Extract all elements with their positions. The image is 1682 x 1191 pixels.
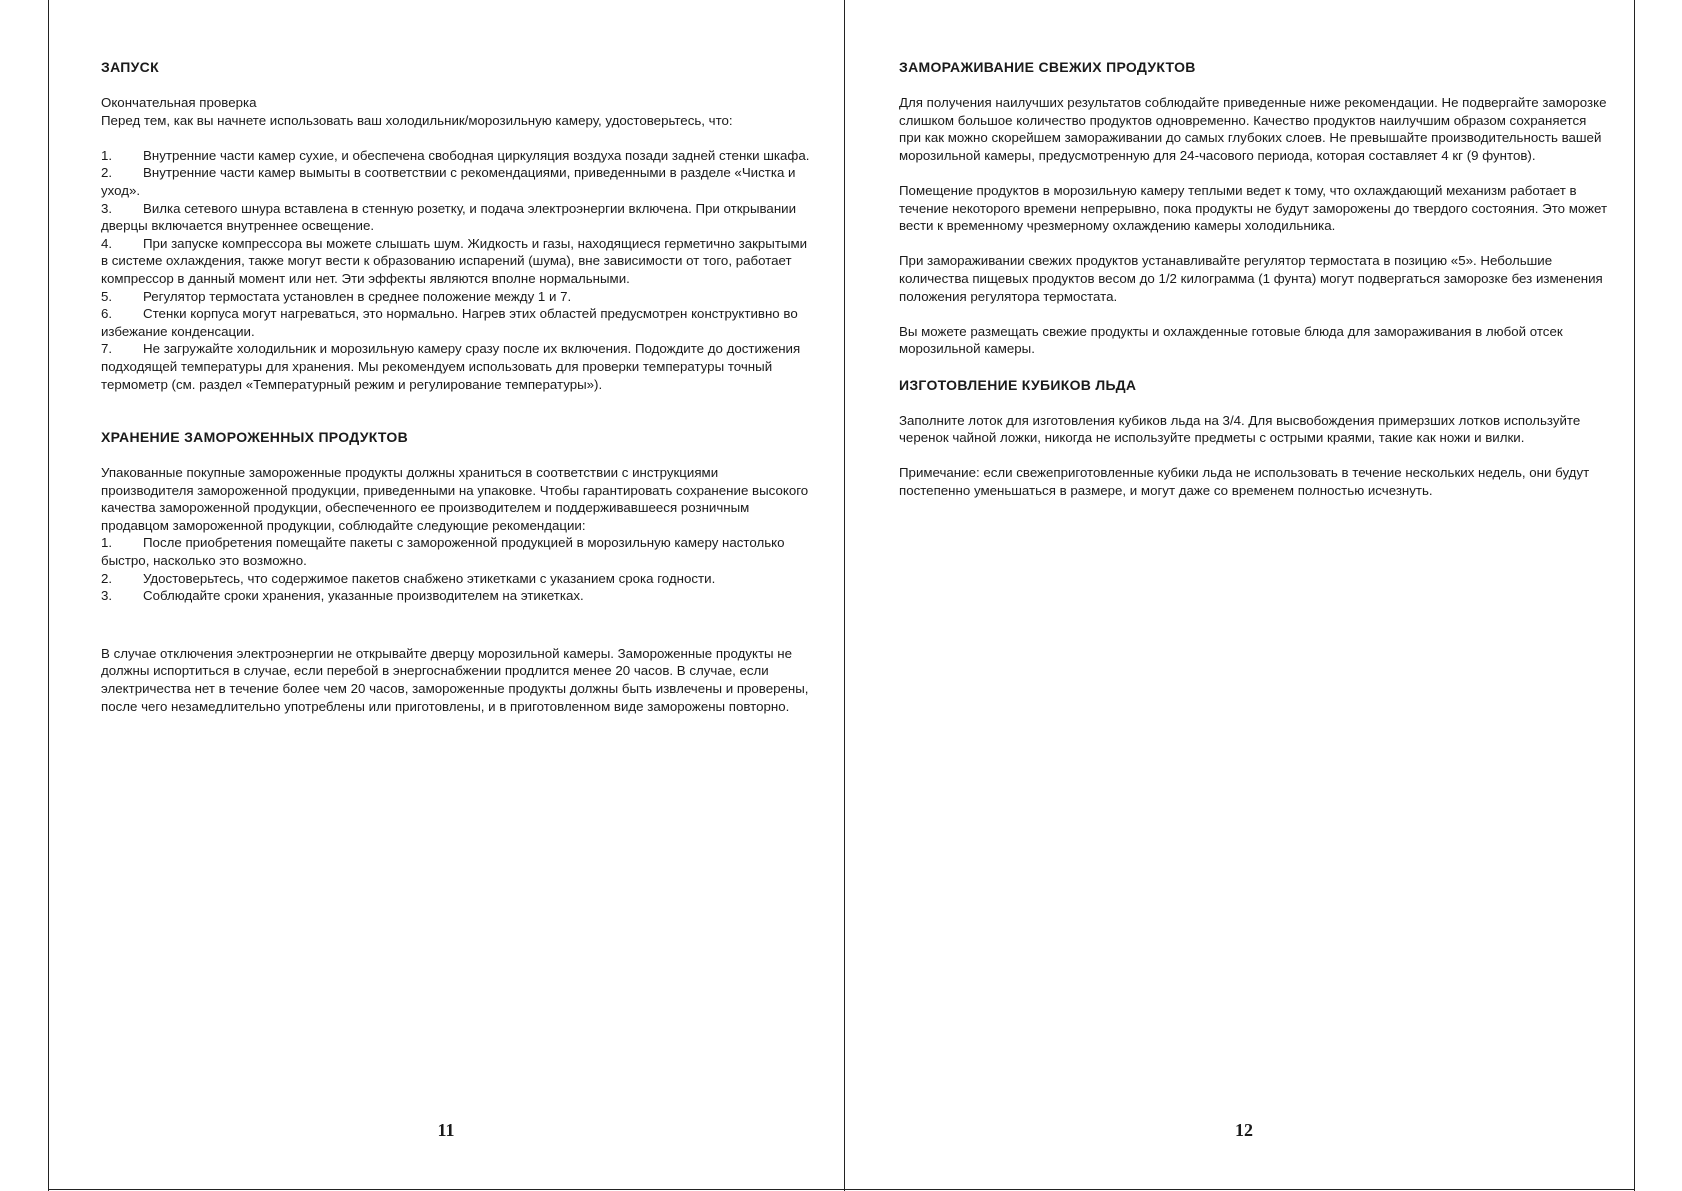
item-number: 5. [101,288,113,304]
freezing-paragraph-2: Помещение продуктов в морозильную камеру теплыми ведет к тому, что охлаждающий механизм работает в течение некоторого времени непрерывно, пока продукты не будут заморожены до твердого состояния. Это может вести к временному чрезмерному охлаждению камеры холодильника. [899,182,1608,234]
item-text: Регулятор термостата установлен в среднее положение между 1 и 7. [143,288,572,304]
item-text: Удостоверьтесь, что содержимое пакетов снабжено этикетками с указанием срока годности. [143,570,716,586]
item-text: После приобретения помещайте пакеты с замороженной продукцией в морозильную камеру настолько быстро, насколько это возможно. [101,535,785,569]
freezing-paragraph-3: При замораживании свежих продуктов устанавливайте регулятор термостата в позицию «5». Небольшие количества пищевых продуктов весом до 1/2 килограмма (1 фунта) могут подвергаться заморозке без изменения положения регулятора термостата. [899,253,1603,304]
item-number: 6. [101,306,113,322]
list-item [101,288,811,306]
freezing-paragraph-4: Вы можете размещать свежие продукты и охлажденные готовые блюда для замораживания в любой отсек морозильной камеры. [899,323,1563,357]
item-text: При запуске компрессора вы можете слышать шум. Жидкость и газы, находящиеся герметично закрытыми в системе охлаждения, также могут вести к образованию испарений (шума), вне зависимости от того, работает компрессор в данный момент или нет. Эти эффекты являются вполне нормальными. [101,235,808,286]
ice-heading: ИЗГОТОВЛЕНИЕ КУБИКОВ ЛЬДА [899,376,1137,393]
page-number: 12 [1235,1120,1253,1140]
item-number: 7. [101,341,113,357]
freezing-heading: ЗАМОРАЖИВАНИЕ СВЕЖИХ ПРОДУКТОВ [899,59,1196,75]
item-number: 3. [101,588,113,604]
storage-checklist [101,534,811,604]
page-number: 11 [437,1120,455,1140]
item-text: Не загружайте холодильник и морозильную камеру сразу после их включения. Подождите до достижения подходящей температуры для хранения. Мы рекомендуем использовать для проверки температуры точный термометр (см. раздел «Температурный режим и регулирование температуры»). [101,341,801,392]
freezing-paragraph-1: Для получения наилучших результатов соблюдайте приведенные ниже рекомендации. Не подвергайте заморозке слишком большое количество продуктов одновременно. Качество продуктов наилучшим образом сохраняется при как можно скорейшем замораживании до самых глубоких слоев. Не превышайте производительность вашей морозильной камеры, предусмотренную для 24-часового периода, которая составляет 4 кг (9 фунтов). [899,95,1607,163]
list-item [101,147,811,165]
startup-checklist [101,147,811,393]
final-check-title: Окончательная проверка [101,95,257,110]
storage-intro: Упакованные покупные замороженные продукты должны храниться в соответствии с инструкциями производителя замороженной продукции, приведенными на упаковке. Чтобы гарантировать сохранение высокого качества замороженной продукции, обеспеченного ее производителем и поддерживавшееся розничным продавцом замороженной продукции, соблюдайте следующие рекомендации: [101,465,809,533]
item-number: 2. [101,570,113,586]
list-item [101,200,811,235]
startup-intro: Перед тем, как вы начнете использовать ваш холодильник/морозильную камеру, удостоверьтесь, что: [101,112,733,128]
item-text: Внутренние части камер вымыты в соответствии с рекомендациями, приведенными в разделе «Чистка и уход». [101,165,796,198]
item-number: 1. [101,147,113,163]
storage-heading: ХРАНЕНИЕ ЗАМОРОЖЕННЫХ ПРОДУКТОВ [101,429,409,446]
list-item [101,570,811,588]
list-item [101,235,811,288]
list-item [101,340,811,393]
list-item [101,534,811,569]
page-11 [48,0,844,1191]
item-number: 3. [101,200,113,216]
ice-paragraph-1: Заполните лоток для изготовления кубиков льда на 3/4. Для высвобождения примерзших лотков используйте черенок чайной ложки, никогда не используйте предметы с острыми краями, такие как ножи и вилки. [899,412,1581,446]
ice-note: Примечание: если свежеприготовленные кубики льда не использовать в течение нескольких недель, они будут постепенно уменьшаться в размере, и могут даже со временем полностью исчезнуть. [899,465,1590,498]
item-text: Вилка сетевого шнура вставлена в стенную розетку, и подача электроэнергии включена. При открывании дверцы включается внутреннее освещение. [101,200,797,234]
page-12 [846,0,1642,1191]
item-text: Внутренние части камер сухие, и обеспечена свободная циркуляция воздуха позади задней стенки шкафа. [143,147,810,163]
startup-heading: ЗАПУСК [101,59,159,75]
item-number: 1. [101,535,113,551]
item-text: Стенки корпуса могут нагреваться, это нормально. Нагрев этих областей предусмотрен конструктивно во избежание конденсации. [101,306,798,339]
item-number: 4. [101,235,113,251]
page-12-content [899,58,1609,499]
center-divider [844,0,845,1191]
list-item [101,587,811,605]
list-item [101,305,811,340]
list-item [101,164,811,199]
power-outage-paragraph: В случае отключения электроэнергии не открывайте дверцу морозильной камеры. Замороженные продукты не должны испортиться в случае, если перебой в энергоснабжении продлится менее 20 часов. В случае, если электричества нет в течение более чем 20 часов, замороженные продукты должны быть извлечены и проверены, после чего незамедлительно употреблены или приготовлены, и в приготовленном виде заморожены повторно. [101,645,809,714]
item-number: 2. [101,165,113,181]
page-11-content [101,58,811,715]
item-text: Соблюдайте сроки хранения, указанные производителем на этикетках. [143,588,584,604]
